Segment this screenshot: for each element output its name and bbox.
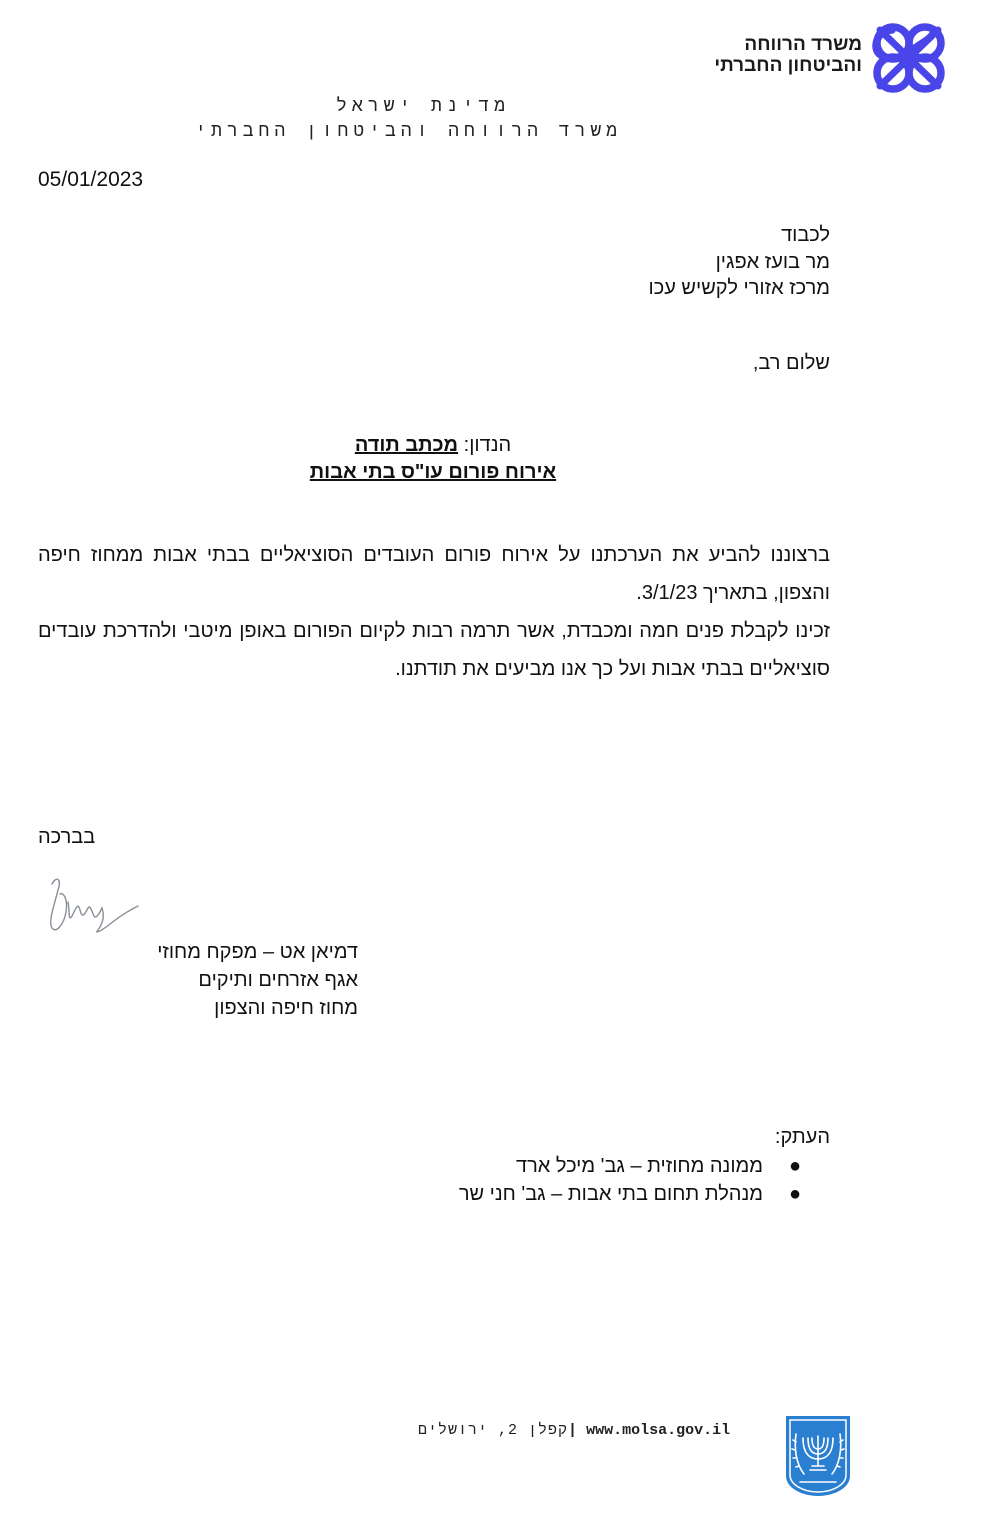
cc-list: [459, 1152, 805, 1208]
subject-subtitle: אירוח פורום עו"ס בתי אבות: [309, 461, 557, 483]
letter-date: 05/01/2023: [38, 168, 144, 191]
signer-block: [38, 938, 358, 1022]
state-line: מדינת ישראל: [336, 97, 510, 117]
recipient-name: מר בועז אפגין: [715, 250, 830, 273]
signer-district: מחוז חיפה והצפון: [214, 997, 358, 1019]
body-paragraph-1: ברצוננו להביע את הערכתנו על אירוח פורום העובדים הסוציאליים בבתי אבות ממחוז חיפה והצפון, בתאריך 3/1/23.: [38, 544, 830, 604]
cc-item: ● ממונה מחוזית – גב' מיכל ארד: [459, 1152, 805, 1180]
closing: בברכה: [38, 826, 96, 848]
recipient-salutation: לכבוד: [781, 224, 830, 246]
footer-address: קפלן 2, ירושלים: [418, 1422, 569, 1439]
subject-label: הנדון:: [463, 434, 512, 456]
signer-name-title: דמיאן אט – מפקח מחוזי: [157, 941, 358, 963]
subject-title: מכתב תודה: [354, 434, 459, 456]
footer-website[interactable]: www.molsa.gov.il: [586, 1422, 731, 1439]
bullet-icon: ●: [788, 1183, 802, 1205]
greeting: שלום רב,: [752, 352, 830, 374]
signer-department: אגף אזרחים ותיקים: [198, 969, 358, 991]
cc-item: ● מנהלת תחום בתי אבות – גב' חני שר: [459, 1180, 805, 1208]
handwritten-signature: [38, 872, 142, 938]
ministry-name: [714, 34, 862, 76]
footer-separator: |: [568, 1422, 578, 1439]
subject-block: [0, 432, 866, 486]
recipient-block: [649, 222, 830, 302]
cc-title: העתק:: [774, 1126, 830, 1148]
body-paragraph-2: זכינו לקבלת פנים חמה ומכבדת, אשר תרמה רבות לקיום הפורום באופן מיטבי ולהדרכת עובדים סוציאליים בבתי אבות ועל כך אנו מביעים את תודתנו.: [38, 620, 830, 680]
bullet-icon: ●: [788, 1155, 802, 1177]
ministry-name-line2: והביטחון החברתי: [714, 55, 862, 76]
ministry-line: משרד הרווחה והביטחון החברתי: [195, 122, 622, 142]
recipient-org: מרכז אזורי לקשיש עכו: [648, 277, 830, 299]
footer-contact: [418, 1422, 730, 1439]
letter-body: [38, 536, 830, 688]
ministry-name-line1: משרד הרווחה: [744, 34, 862, 55]
ministry-logo-icon: [872, 22, 946, 94]
state-emblem-icon: [784, 1414, 852, 1498]
